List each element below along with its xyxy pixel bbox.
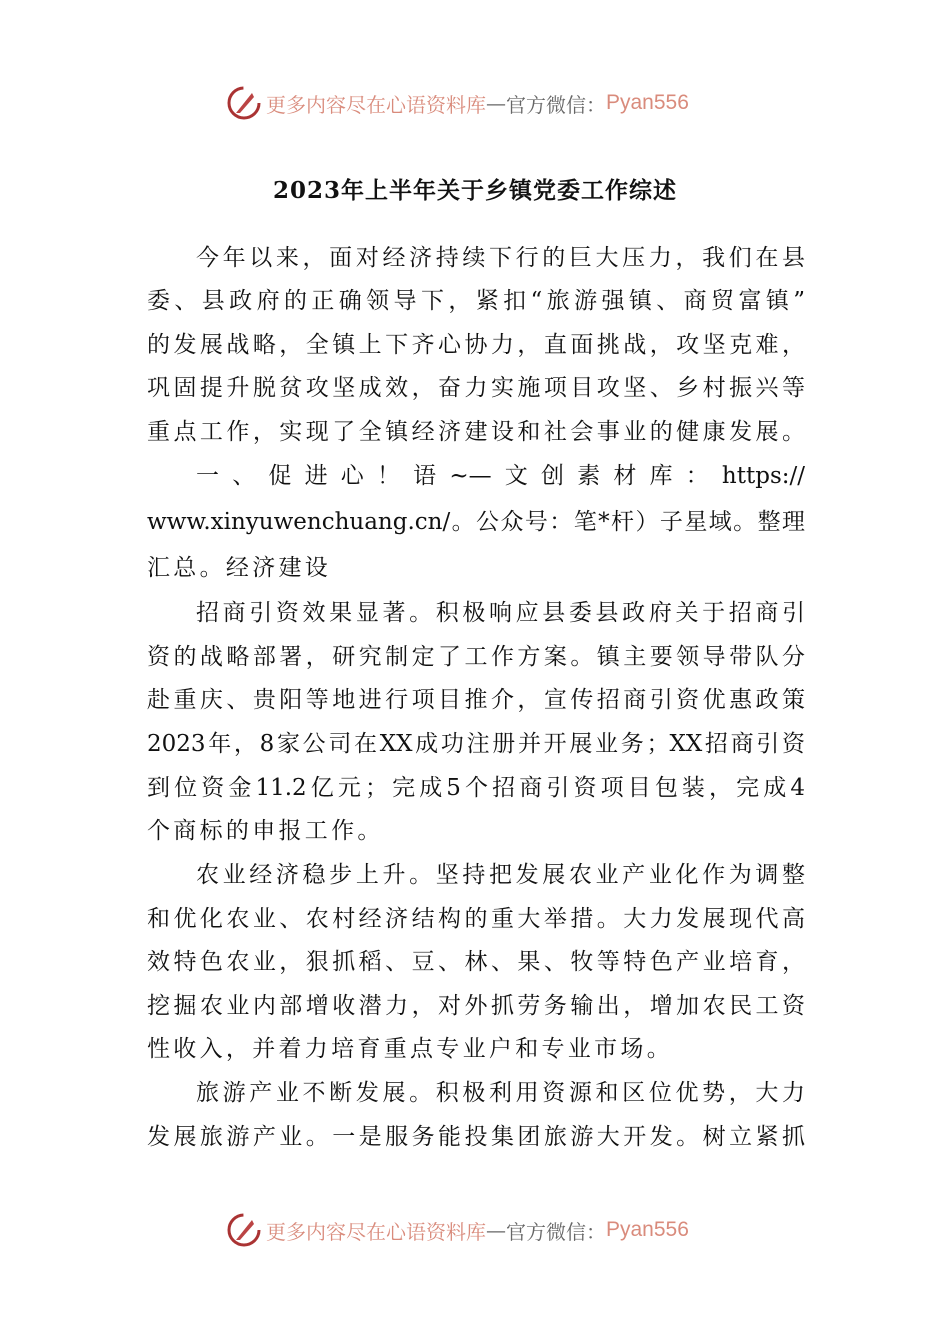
paragraph-2-line: 汇总。经济建设 [147,555,332,581]
quill-logo-icon [226,85,262,121]
watermark-label: 官方微信： [506,92,606,117]
paragraph-3-line: 个商标的申报工作。 [147,818,384,844]
quill-logo-icon [226,1212,262,1248]
paragraph-1-line: 委、县政府的正确领导下，紧扣“旅游强镇、商贸富镇” [147,288,805,314]
header-watermark [226,83,689,123]
paragraph-3-line: 资的战略部署，研究制定了工作方案。镇主要领导带队分 [147,644,805,670]
paragraph-4-line: 和优化农业、农村经济结构的重大举措。大力发展现代高 [147,906,805,932]
watermark-wechat: Pyan556 [606,1218,689,1241]
watermark-label: 官方微信： [506,1219,606,1244]
paragraph-3-line: 到位资金11.2亿元；完成5个招商引资项目包装，完成4 [147,775,805,801]
footer-watermark [226,1210,689,1250]
document-title: 2023年上半年关于乡镇党委工作综述 [272,177,677,204]
paragraph-3-line: 赴重庆、贵阳等地进行项目推介，宣传招商引资优惠政策 [147,687,805,713]
paragraph-4-line: 农业经济稳步上升。坚持把发展农业产业化作为调整 [196,862,805,888]
paragraph-4-line: 性收入，并着力培育重点专业户和专业市场。 [147,1036,673,1062]
watermark-site: 更多内容尽在心语资料库 [266,1219,486,1244]
watermark-site: 更多内容尽在心语资料库 [266,92,486,117]
paragraph-3-line: 招商引资效果显著。积极响应县委县政府关于招商引 [196,600,805,626]
watermark-wechat: Pyan556 [606,91,689,114]
paragraph-2-line: www.xinyuwenchuang.cn/。公众号：笔*杆）子星域。整理 [147,509,805,535]
paragraph-1-line: 的发展战略，全镇上下齐心协力，直面挑战，攻坚克难， [147,332,805,358]
paragraph-4-line: 效特色农业，狠抓稻、豆、林、果、牧等特色产业培育， [147,949,805,975]
paragraph-1-line: 重点工作，实现了全镇经济建设和社会事业的健康发展。 [147,419,805,445]
paragraph-4-line: 挖掘农业内部增收潜力，对外抓劳务输出，增加农民工资 [147,993,805,1019]
paragraph-5-line: 旅游产业不断发展。积极利用资源和区位优势，大力 [196,1080,805,1106]
paragraph-3-line: 2023年，8家公司在XX成功注册并开展业务；XX招商引资 [147,731,805,757]
paragraph-1-line: 今年以来，面对经济持续下行的巨大压力，我们在县 [196,245,805,271]
paragraph-5-line: 发展旅游产业。一是服务能投集团旅游大开发。树立紧抓 [147,1124,805,1150]
watermark-dash: — [486,1218,506,1242]
paragraph-1-line: 巩固提升脱贫攻坚成效，奋力实施项目攻坚、乡村振兴等 [147,375,805,401]
watermark-dash: — [486,91,506,115]
paragraph-2-line: 一、促进心！语~—文创素材库：https:// [196,463,805,489]
